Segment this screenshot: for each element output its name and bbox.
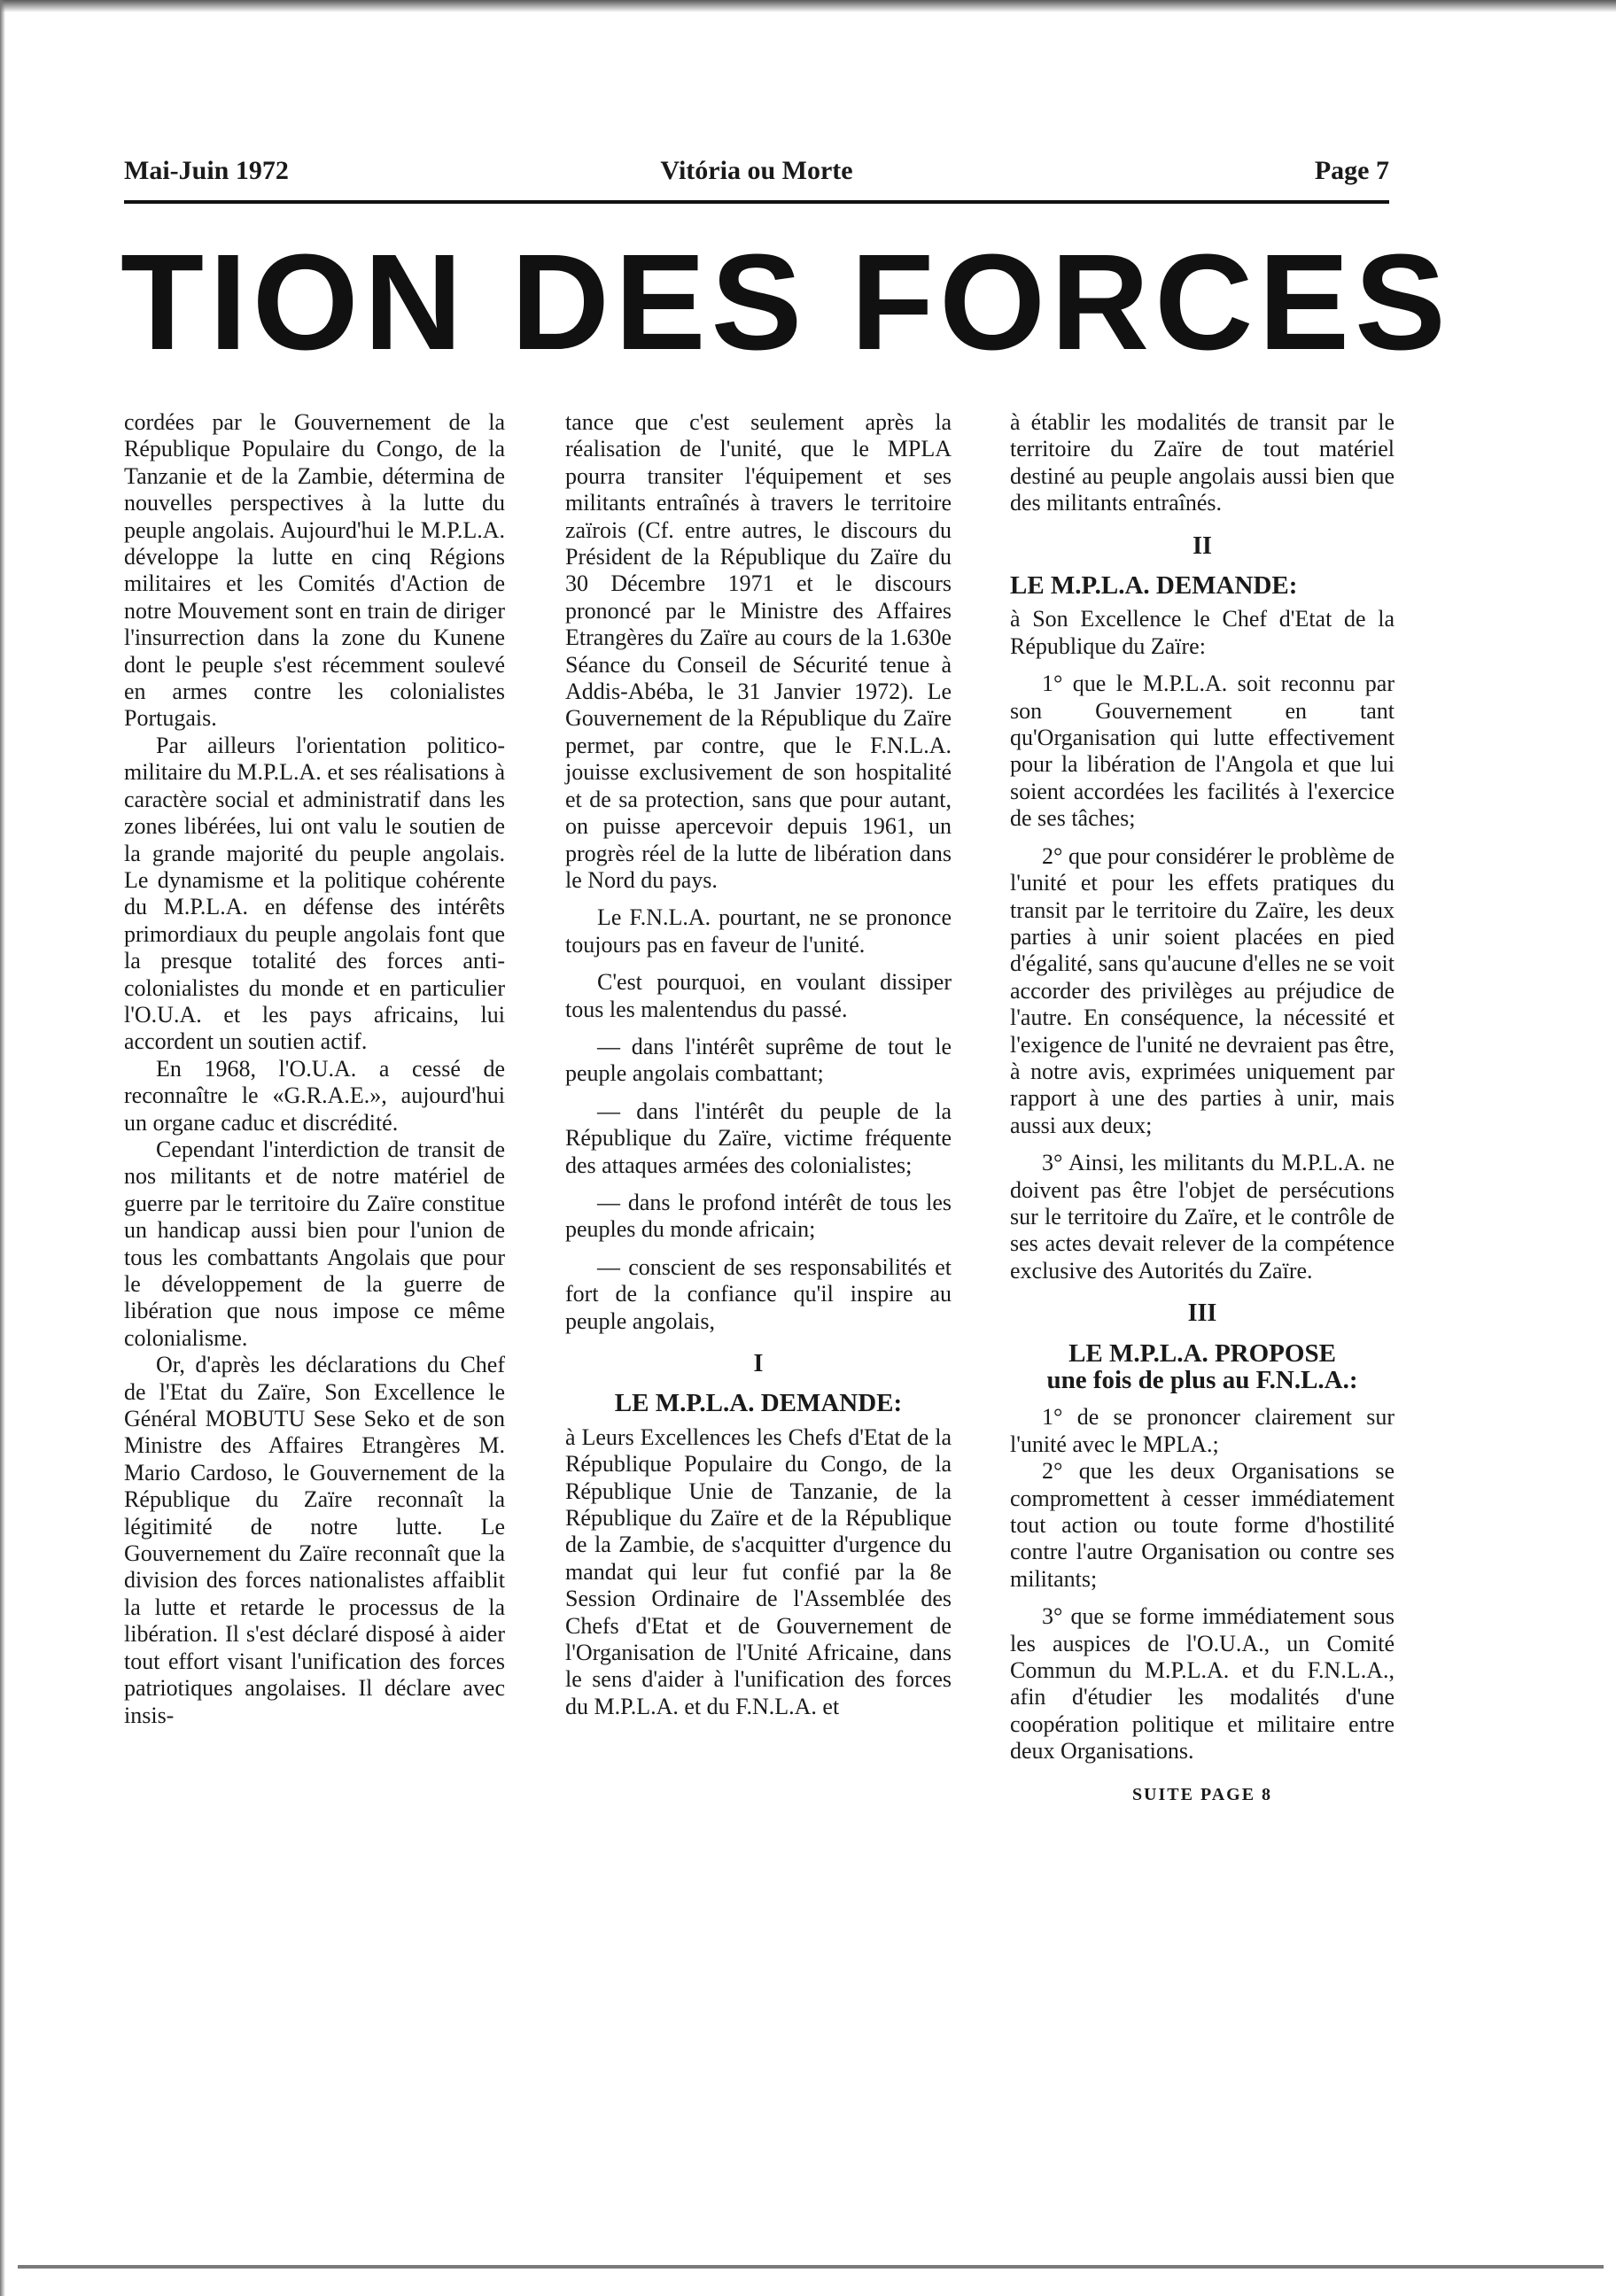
section-heading-line: une fois de plus au F.N.L.A.: (1046, 1366, 1358, 1394)
paragraph: Le F.N.L.A. pourtant, ne se prononce toujours pas en faveur de l'unité. (565, 904, 952, 958)
header-rule (124, 200, 1389, 204)
paragraph: 2° que les deux Organisations se compromettent à cesser immédiatement tout action ou toute forme d'hostilité contre l'autre Organisation ou contre ses militants; (1010, 1458, 1395, 1592)
scan-bottom-edge (18, 2265, 1604, 2269)
paragraph: 3° Ainsi, les militants du M.P.L.A. ne doivent pas être l'objet de persécutions sur le territoire du Zaïre, et le contrôle de ses actes devait relever de la compétence exclusive des Autorités du Zaïre. (1010, 1150, 1395, 1284)
column-2 (565, 409, 952, 1720)
headline: TION DES FORCES (120, 226, 1451, 378)
paragraph: 2° que pour considérer le problème de l'unité et pour les effets pratiques du transit par le territoire du Zaïre, les deux parties à unir soient placées en pied d'égalité, sans qu'aucune d'elles ne se voit accorder des privilèges au préjudice de l'autre. En conséquence, la nécessité et l'exigence de l'unité ne devraient pas être, à notre avis, exprimées uniquement par rapport à une des parties à unir, mais aussi aux deux; (1010, 842, 1395, 1138)
section-heading: LE M.P.L.A. DEMANDE: (614, 1389, 903, 1418)
column-1 (124, 409, 505, 1729)
page-header (124, 156, 1389, 191)
paragraph: 1° de se prononcer clairement sur l'unité avec le MPLA.; (1010, 1404, 1395, 1457)
scan-left-edge (0, 0, 5, 2296)
paragraph: à Son Excellence le Chef d'Etat de la République du Zaïre: (1010, 606, 1395, 659)
section-number: II (1193, 531, 1212, 560)
column-3 (1010, 409, 1395, 1808)
section-heading (1010, 1340, 1395, 1394)
paragraph: C'est pourquoi, en voulant dissiper tous les malentendus du passé. (565, 969, 952, 1022)
paragraph: à établir les modalités de transit par le territoire du Zaïre de tout matériel destiné au peuple angolais aussi bien que des militants entraînés. (1010, 409, 1395, 516)
scan-top-edge (0, 0, 1616, 12)
paragraph: Cependant l'interdiction de transit de nos militants et de notre matériel de guerre par le territoire du Zaïre constitue un handicap aussi bien pour l'union de tous les combattants Angolais que pour le développement de la guerre de libération que nous impose ce même colonialisme. (124, 1136, 505, 1351)
paragraph: — dans l'intérêt suprême de tout le peuple angolais combattant; (565, 1033, 952, 1087)
paragraph: Or, d'après les déclarations du Chef de l'Etat du Zaïre, Son Excellence le Général MOBUTU Sese Seko et de son Ministre des Affaires Etrangères M. Mario Cardoso, le Gouvernement de la République du Zaïre reconnaît la légitimité de notre lutte. Le Gouvernement du Zaïre reconnaît que la division des forces nationalistes affaiblit la lutte et retarde le processus de la libération. Il s'est déclaré disposé à aider tout effort visant l'unification des forces patriotiques angolaises. Il déclare avec insis- (124, 1352, 505, 1728)
issue-date: Mai-Juin 1972 (124, 156, 289, 185)
paragraph: — dans le profond intérêt de tous les peuples du monde africain; (565, 1189, 952, 1243)
publication-title: Vitória ou Morte (660, 156, 853, 185)
paragraph: 3° que se forme immédiatement sous les auspices de l'O.U.A., un Comité Commun du M.P.L.A. et du F.N.L.A., afin d'étudier les modalités d'une coopération politique et militaire entre deux Organisations. (1010, 1603, 1395, 1765)
paragraph: En 1968, l'O.U.A. a cessé de reconnaître le «G.R.A.E.», aujourd'hui un organe caduc et discrédité. (124, 1055, 505, 1136)
paragraph: 1° que le M.P.L.A. soit reconnu par son Gouvernement en tant qu'Organisation qui lutte effectivement pour la libération de l'Angola et que lui soient accordées les facilités à l'exercice de ses tâches; (1010, 671, 1395, 832)
section-heading-line: LE M.P.L.A. PROPOSE (1068, 1338, 1336, 1368)
continued-note: SUITE PAGE 8 (1131, 1784, 1273, 1804)
paragraph: — dans l'intérêt du peuple de la République du Zaïre, victime fréquente des attaques armées des colonialistes; (565, 1098, 952, 1178)
page-number: Page 7 (1314, 156, 1389, 185)
paragraph: Par ailleurs l'orientation politico-militaire du M.P.L.A. et ses réalisations à caractère social et administratif dans les zones libérées, lui ont valu le soutien de la grande majorité du peuple angolais. Le dynamisme et la politique cohérente du M.P.L.A. en défense des intérêts primordiaux du peuple angolais font que la presque totalité des forces anti-colonialistes du monde et en particulier l'O.U.A. et les pays africains, lui accordent un soutien actif. (124, 732, 505, 1055)
section-number: III (1187, 1299, 1217, 1328)
paragraph: cordées par le Gouvernement de la République Populaire du Congo, de la Tanzanie et de la Zambie, détermina de nouvelles perspectives à la lutte du peuple angolais. Aujourd'hui le M.P.L.A. développe la lutte en cinq Régions militaires et les Comités d'Action de notre Mouvement sont en train de diriger l'insurrection dans la zone du Kunene dont le peuple s'est récemment soulevé en armes contre les colonialistes Portugais. (124, 409, 505, 732)
paragraph: tance que c'est seulement après la réalisation de l'unité, que le MPLA pourra transiter l'équipement et ses militants entraînés à travers le territoire zaïrois (Cf. entre autres, le discours du Président de la République du Zaïre du 30 Décembre 1971 et le discours prononcé par le Ministre des Affaires Etrangères du Zaïre au cours de la 1.630e Séance du Conseil de Sécurité tenue à Addis-Abéba, le 31 Janvier 1972). Le Gouvernement de la République du Zaïre permet, par contre, que le F.N.L.A. jouisse exclusivement de son hospitalité et de sa protection, sans que pour autant, on puisse apercevoir depuis 1961, un progrès réel de la lutte de libération dans le Nord du pays. (565, 409, 952, 893)
section-heading: LE M.P.L.A. DEMANDE: (1010, 571, 1298, 601)
section-number: I (753, 1350, 764, 1377)
paragraph: — conscient de ses responsabilités et fort de la confiance qu'il inspire au peuple angolais, (565, 1253, 952, 1334)
paragraph: à Leurs Excellences les Chefs d'Etat de la République Populaire du Congo, de la République Unie de Tanzanie, de la République du Zaïre et de la République de la Zambie, de s'acquitter d'urgence du mandat qui leur fut confié par la 8e Session Ordinaire de l'Assemblée des Chefs d'Etat et de Gouvernement de l'Organisation de l'Unité Africaine, dans le sens d'aider à l'unification des forces du M.P.L.A. et du F.N.L.A. et (565, 1423, 952, 1719)
